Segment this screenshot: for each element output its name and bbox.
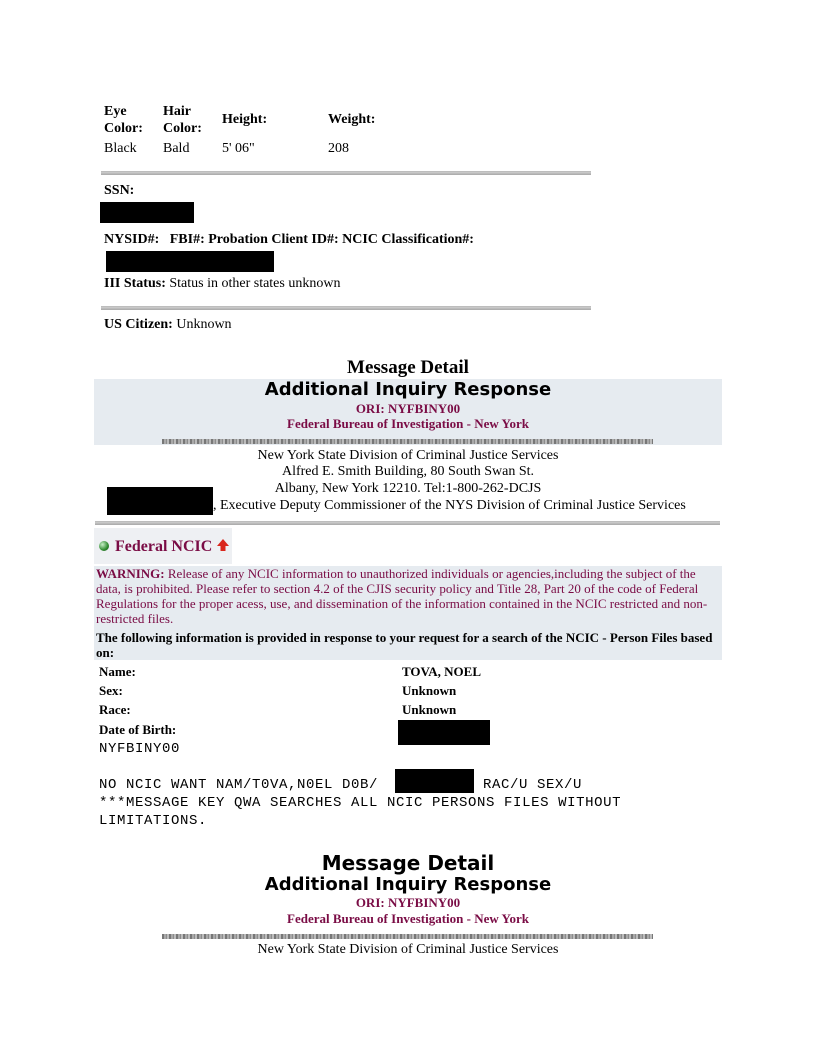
eye-color-header: Eye Color: — [104, 104, 143, 136]
name-value: TOVA, NOEL — [402, 664, 481, 679]
weight-value: 208 — [328, 141, 349, 156]
search-intro: The following information is provided in response to your request for a search of the NCIC - Person Files based on: — [96, 630, 713, 660]
back-to-top-arrow-icon[interactable] — [216, 538, 230, 552]
agency-line: Federal Bureau of Investigation - New York — [287, 911, 529, 926]
ncic-response-line-1b: RAC/U SEX/U — [483, 777, 583, 793]
hair-color-header: Hair Color: — [163, 104, 202, 136]
message-detail-title: Message Detail — [321, 851, 495, 875]
iii-status — [104, 276, 340, 292]
warning-text: Release of any NCIC information to unauthorized individuals or agencies,including the subject of the data, is prohibited. Please refer to section 4.2 of the CJIS security policy and Title 28, Part 20 of the code of Federal Regulations for the proper acess, use, and dissemination of the information contained in the NCIC restricted and non-restricted files. — [96, 566, 708, 626]
federal-ncic-title: Federal NCIC — [115, 538, 213, 555]
divider-texture — [162, 934, 653, 939]
additional-inquiry-title: Additional Inquiry Response — [264, 379, 552, 400]
height-header: Height: — [222, 112, 268, 127]
ncic-warning — [96, 566, 718, 626]
sex-value: Unknown — [402, 683, 457, 698]
agency-line: Federal Bureau of Investigation - New York — [287, 416, 529, 431]
ori-line: ORI: NYFBINY00 — [355, 895, 461, 910]
commissioner-line: , Executive Deputy Commissioner of the NYS Division of Criminal Justice Services — [213, 498, 686, 513]
sex-label: Sex: — [99, 683, 123, 698]
redaction-response-dob — [395, 769, 474, 793]
dcjs-address-line-1: New York State Division of Criminal Justice Services — [257, 942, 559, 957]
message-detail-title: Message Detail — [347, 357, 469, 378]
name-label: Name: — [99, 664, 136, 679]
ori-line: ORI: NYFBINY00 — [355, 401, 461, 416]
weight-header: Weight: — [328, 112, 376, 127]
divider — [95, 521, 720, 525]
race-label: Race: — [99, 702, 131, 717]
iii-status-label: III Status: — [104, 276, 166, 291]
dcjs-address-line-3: Albany, New York 12210. Tel:1-800-262-DCJS — [274, 481, 542, 496]
dcjs-address-line-2: Alfred E. Smith Building, 80 South Swan St. — [281, 464, 534, 479]
ncic-response-line-3: LIMITATIONS. — [99, 813, 208, 829]
us-citizen-label: US Citizen: — [104, 317, 173, 332]
green-bullet-icon — [99, 541, 109, 551]
iii-status-value: Status in other states unknown — [169, 276, 341, 291]
additional-inquiry-title: Additional Inquiry Response — [264, 874, 552, 895]
redaction-ssn — [100, 202, 194, 223]
us-citizen — [104, 317, 232, 333]
ncic-response-line-2: ***MESSAGE KEY QWA SEARCHES ALL NCIC PERSONS FILES WITHOUT — [99, 795, 622, 811]
divider — [101, 306, 591, 310]
warning-label: WARNING: — [96, 566, 165, 581]
ncic-response-line-1a: NO NCIC WANT NAM/T0VA,N0EL D0B/ — [99, 777, 379, 793]
race-value: Unknown — [402, 702, 457, 717]
dcjs-address-line-1: New York State Division of Criminal Justice Services — [257, 448, 559, 463]
ids-label: NYSID#: FBI#: Probation Client ID#: NCIC Classification#: — [104, 232, 474, 247]
eye-color-value: Black — [104, 141, 137, 156]
height-value: 5' 06" — [222, 141, 255, 156]
redaction-dob — [398, 720, 490, 745]
hair-color-value: Bald — [163, 141, 190, 156]
redaction-ids — [106, 251, 274, 272]
ncic-ori-line: NYFBINY00 — [99, 741, 181, 757]
divider — [101, 171, 591, 175]
dob-label: Date of Birth: — [99, 722, 177, 737]
redaction-commissioner — [107, 487, 213, 515]
us-citizen-value: Unknown — [176, 317, 232, 332]
ssn-label: SSN: — [104, 183, 135, 198]
divider-texture — [162, 439, 653, 444]
